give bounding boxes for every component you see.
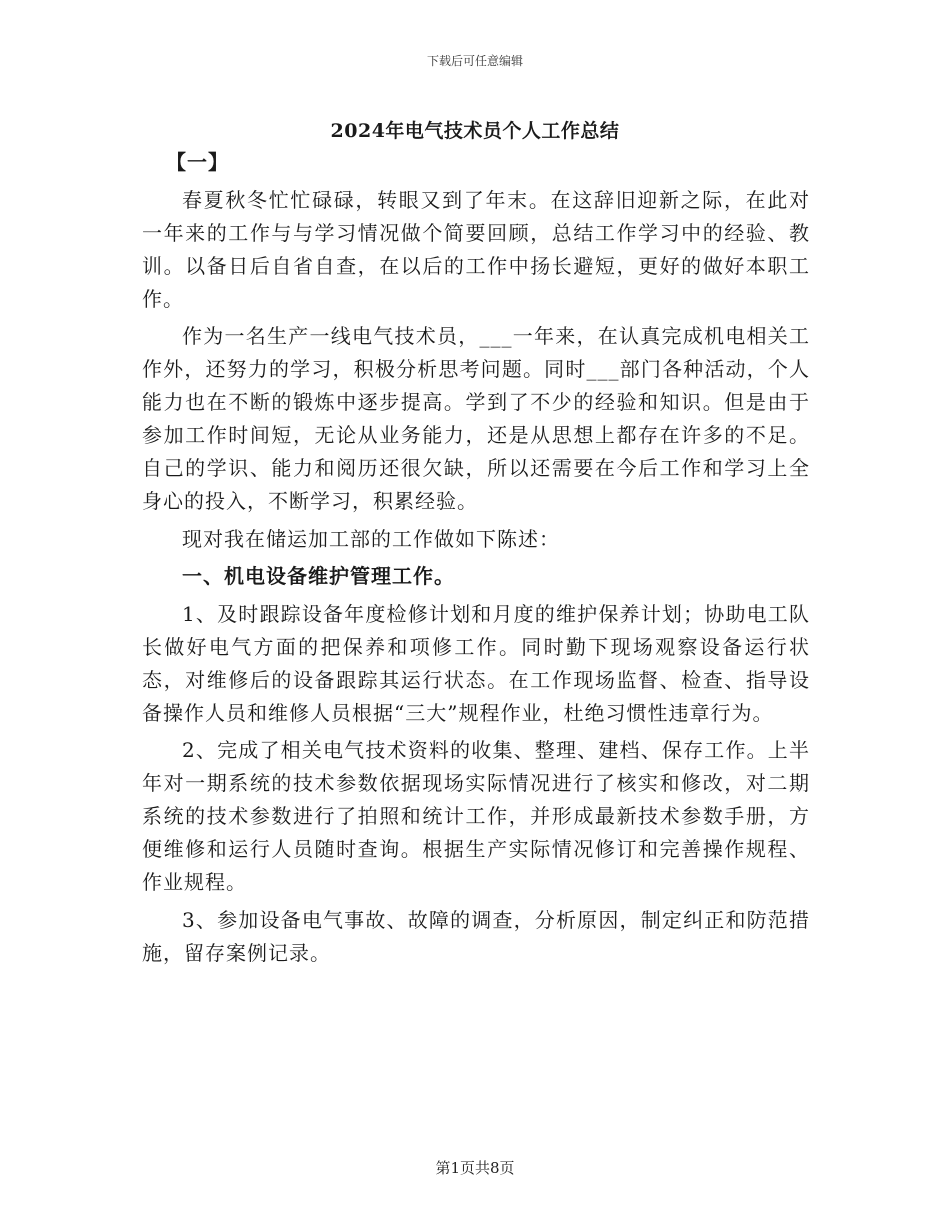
- header-note: 下载后可任意编辑: [426, 54, 523, 68]
- paragraph-intro: 春夏秋冬忙忙碌碌，转眼又到了年末。在这辞旧迎新之际，在此对一年来的工作与与学习情况做个简要回顾，总结工作学习中的经验、教训。以备日后自省自查，在以后的工作中扬长避短，更好的做好本职工作。: [142, 187, 810, 311]
- section-marker: 【一】: [166, 150, 229, 174]
- document-title: 2024年电气技术员个人工作总结: [330, 120, 620, 142]
- page-footer: 第1页共8页: [435, 1159, 515, 1177]
- paragraph-role: 作为一名生产一线电气技术员，___一年来，在认真完成机电相关工作外，还努力的学习，积极分析思考问题。同时___部门各种活动，个人能力也在不断的锻炼中逐步提高。学到了不少的经验和知识。但是由于参加工作时间短，无论从业务能力，还是从思想上都存在许多的不足。自己的学识、能力和阅历还很欠缺，所以还需要在今后工作和学习上全身心的投入，不断学习，积累经验。: [142, 324, 810, 513]
- paragraph-item-3: 3、参加设备电气事故、故障的调查，分析原因，制定纠正和防范措施，留存案例记录。: [142, 907, 810, 965]
- paragraph-item-1: 1、及时跟踪设备年度检修计划和月度的维护保养计划；协助电工队长做好电气方面的把保养和项修工作。同时勤下现场观察设备运行状态，对维修后的设备跟踪其运行状态。在工作现场监督、检查、指导设备操作人员和维修人员根据“三大”规程作业，杜绝习惯性违章行为。: [142, 601, 810, 725]
- section-heading: 一、机电设备维护管理工作。: [182, 564, 455, 588]
- paragraph-item-2: 2、完成了相关电气技术资料的收集、整理、建档、保存工作。上半年对一期系统的技术参数依据现场实际情况进行了核实和修改，对二期系统的技术参数进行了拍照和统计工作，并形成最新技术参数手册，方便维修和运行人员随时查询。根据生产实际情况修订和完善操作规程、作业规程。: [142, 738, 810, 894]
- paragraph-statement: 现对我在储运加工部的工作做如下陈述：: [182, 526, 560, 551]
- document-body: [142, 146, 810, 974]
